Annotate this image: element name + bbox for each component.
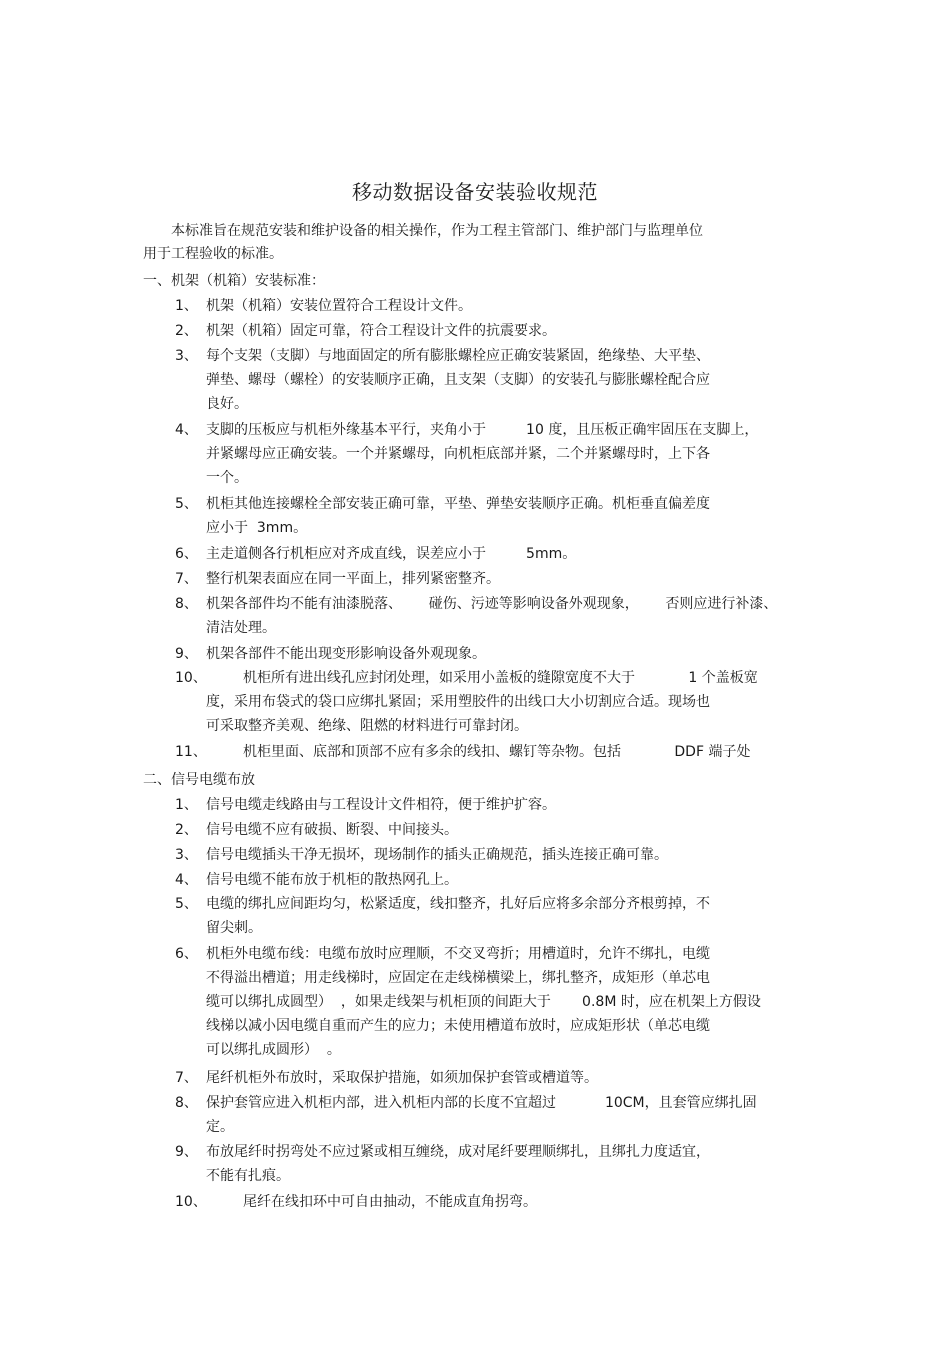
item-text-line: 整行机架表面应在同一平面上，排列紧密整齐。 bbox=[206, 571, 500, 587]
page-title: 移动数据设备安装验收规范 bbox=[352, 180, 598, 204]
item-number: 9、 bbox=[175, 646, 198, 662]
item-text-line: 电缆的绑扎应间距均匀，松紧适度，线扣整齐，扎好后应将多余部分齐根剪掉，不 bbox=[206, 896, 710, 912]
item-number: 8、 bbox=[175, 1095, 198, 1111]
item-number: 10、 bbox=[175, 1194, 207, 1210]
item-number: 5、 bbox=[175, 496, 198, 512]
item-text-line: 度，采用布袋式的袋口应绑扎紧固；采用塑胶件的出线口大小切割应合适。现场也 bbox=[206, 694, 710, 710]
item-number: 10、 bbox=[175, 670, 207, 686]
section1-item-5 bbox=[175, 492, 815, 540]
item-text-line: 机架（机箱）固定可靠，符合工程设计文件的抗震要求。 bbox=[206, 323, 556, 339]
item-text-line: 信号电缆不能布放于机柜的散热网孔上。 bbox=[206, 872, 458, 888]
section1-item-8 bbox=[175, 592, 815, 640]
section2-item-4 bbox=[175, 868, 815, 892]
section2-item-10 bbox=[175, 1190, 815, 1214]
item-number: 6、 bbox=[175, 546, 198, 562]
item-text-line: 主走道侧各行机柜应对齐成直线，误差应小于 5mm。 bbox=[206, 546, 577, 562]
item-text-line: 机架各部件不能出现变形影响设备外观现象。 bbox=[206, 646, 486, 662]
item-text-line: 定。 bbox=[206, 1119, 234, 1135]
item-text-line: 布放尾纤时拐弯处不应过紧或相互缠绕，成对尾纤要理顺绑扎，且绑扎力度适宜， bbox=[206, 1144, 710, 1160]
item-number: 4、 bbox=[175, 872, 198, 888]
item-text-line: 留尖刺。 bbox=[206, 920, 262, 936]
item-text-line: 应小于 3mm。 bbox=[206, 520, 308, 536]
item-text-line: 缆可以绑扎成圆型） ，如果走线架与机柜顶的间距大于 0.8M 时，应在机架上方假设 bbox=[206, 994, 761, 1010]
section2-item-2 bbox=[175, 818, 815, 842]
item-text-line: 机架（机箱）安装位置符合工程设计文件。 bbox=[206, 298, 472, 314]
item-number: 7、 bbox=[175, 1070, 198, 1086]
item-number: 4、 bbox=[175, 422, 198, 438]
item-text-line: 机柜外电缆布线：电缆布放时应理顺，不交叉弯折；用槽道时，允许不绑扎，电缆 bbox=[206, 946, 710, 962]
item-text-line: 线梯以减小因电缆自重而产生的应力；未使用槽道布放时，应成矩形状（单芯电缆 bbox=[206, 1018, 710, 1034]
section2-item-7 bbox=[175, 1066, 815, 1090]
section2-item-1 bbox=[175, 793, 815, 817]
section1-item-7 bbox=[175, 567, 815, 591]
item-number: 9、 bbox=[175, 1144, 198, 1160]
section2-heading: 二、信号电缆布放 bbox=[143, 772, 255, 788]
section2-item-8 bbox=[175, 1091, 815, 1139]
item-number: 3、 bbox=[175, 348, 198, 364]
section1-item-6 bbox=[175, 542, 815, 566]
section2-item-3 bbox=[175, 843, 815, 867]
section1-item-10 bbox=[175, 666, 815, 738]
item-text-line: 机柜里面、底部和顶部不应有多余的线扣、螺钉等杂物。包括 DDF 端子处 bbox=[243, 744, 751, 760]
item-text-line: 机架各部件均不能有油漆脱落、 碰伤、污迹等影响设备外观现象， 否则应进行补漆、 bbox=[206, 596, 778, 612]
item-text-line: 良好。 bbox=[206, 396, 248, 412]
item-text-line: 支脚的压板应与机柜外缘基本平行，夹角小于 10 度，且压板正确牢固压在支脚上， bbox=[206, 422, 759, 438]
item-text-line: 每个支架（支脚）与地面固定的所有膨胀螺栓应正确安装紧固，绝缘垫、大平垫、 bbox=[206, 348, 710, 364]
item-number: 1、 bbox=[175, 797, 198, 813]
item-text-line: 信号电缆不应有破损、断裂、中间接头。 bbox=[206, 822, 458, 838]
item-text-line: 保护套管应进入机柜内部，进入机柜内部的长度不宜超过 10CM，且套管应绑扎固 bbox=[206, 1095, 757, 1111]
item-text-line: 可采取整齐美观、绝缘、阻燃的材料进行可靠封闭。 bbox=[206, 718, 528, 734]
intro-paragraph bbox=[143, 220, 783, 266]
item-text-line: 不能有扎痕。 bbox=[206, 1168, 290, 1184]
section2-item-5 bbox=[175, 892, 815, 940]
section1-item-9 bbox=[175, 642, 815, 666]
item-text-line: 尾纤在线扣环中可自由抽动，不能成直角拐弯。 bbox=[243, 1194, 537, 1210]
item-text-line: 不得溢出槽道；用走线梯时，应固定在走线梯横梁上，绑扎整齐，成矩形（单芯电 bbox=[206, 970, 710, 986]
item-text-line: 信号电缆插头干净无损坏，现场制作的插头正确规范，插头连接正确可靠。 bbox=[206, 847, 668, 863]
item-text-line: 一个。 bbox=[206, 470, 248, 486]
section1-item-11 bbox=[175, 740, 815, 764]
item-text-line: 弹垫、螺母（螺栓）的安装顺序正确，且支架（支脚）的安装孔与膨胀螺栓配合应 bbox=[206, 372, 710, 388]
item-text-line: 信号电缆走线路由与工程设计文件相符，便于维护扩容。 bbox=[206, 797, 556, 813]
item-text-line: 清洁处理。 bbox=[206, 620, 276, 636]
section1-item-2 bbox=[175, 319, 815, 343]
intro-line-2: 用于工程验收的标准。 bbox=[143, 246, 283, 262]
item-text-line: 机柜其他连接螺栓全部安装正确可靠，平垫、弹垫安装顺序正确。机柜垂直偏差度 bbox=[206, 496, 710, 512]
item-number: 1、 bbox=[175, 298, 198, 314]
item-number: 2、 bbox=[175, 822, 198, 838]
section1-item-1 bbox=[175, 294, 815, 318]
section2-item-9 bbox=[175, 1140, 815, 1188]
item-text-line: 尾纤机柜外布放时，采取保护措施，如须加保护套管或槽道等。 bbox=[206, 1070, 598, 1086]
item-number: 11、 bbox=[175, 744, 207, 760]
item-number: 5、 bbox=[175, 896, 198, 912]
section2-item-6 bbox=[175, 942, 815, 1062]
section1-item-4 bbox=[175, 418, 815, 490]
item-number: 8、 bbox=[175, 596, 198, 612]
item-text-line: 可以绑扎成圆形） 。 bbox=[206, 1042, 341, 1058]
item-number: 2、 bbox=[175, 323, 198, 339]
item-number: 7、 bbox=[175, 571, 198, 587]
section1-heading: 一、机架（机箱）安装标准： bbox=[143, 273, 325, 289]
item-number: 3、 bbox=[175, 847, 198, 863]
intro-line-1: 本标准旨在规范安装和维护设备的相关操作，作为工程主管部门、维护部门与监理单位 bbox=[171, 223, 703, 239]
item-text-line: 机柜所有进出线孔应封闭处理，如采用小盖板的缝隙宽度不大于 1 个盖板宽 bbox=[243, 670, 758, 686]
item-text-line: 并紧螺母应正确安装。一个并紧螺母，向机柜底部并紧，二个并紧螺母时，上下各 bbox=[206, 446, 710, 462]
item-number: 6、 bbox=[175, 946, 198, 962]
section1-item-3 bbox=[175, 344, 815, 416]
